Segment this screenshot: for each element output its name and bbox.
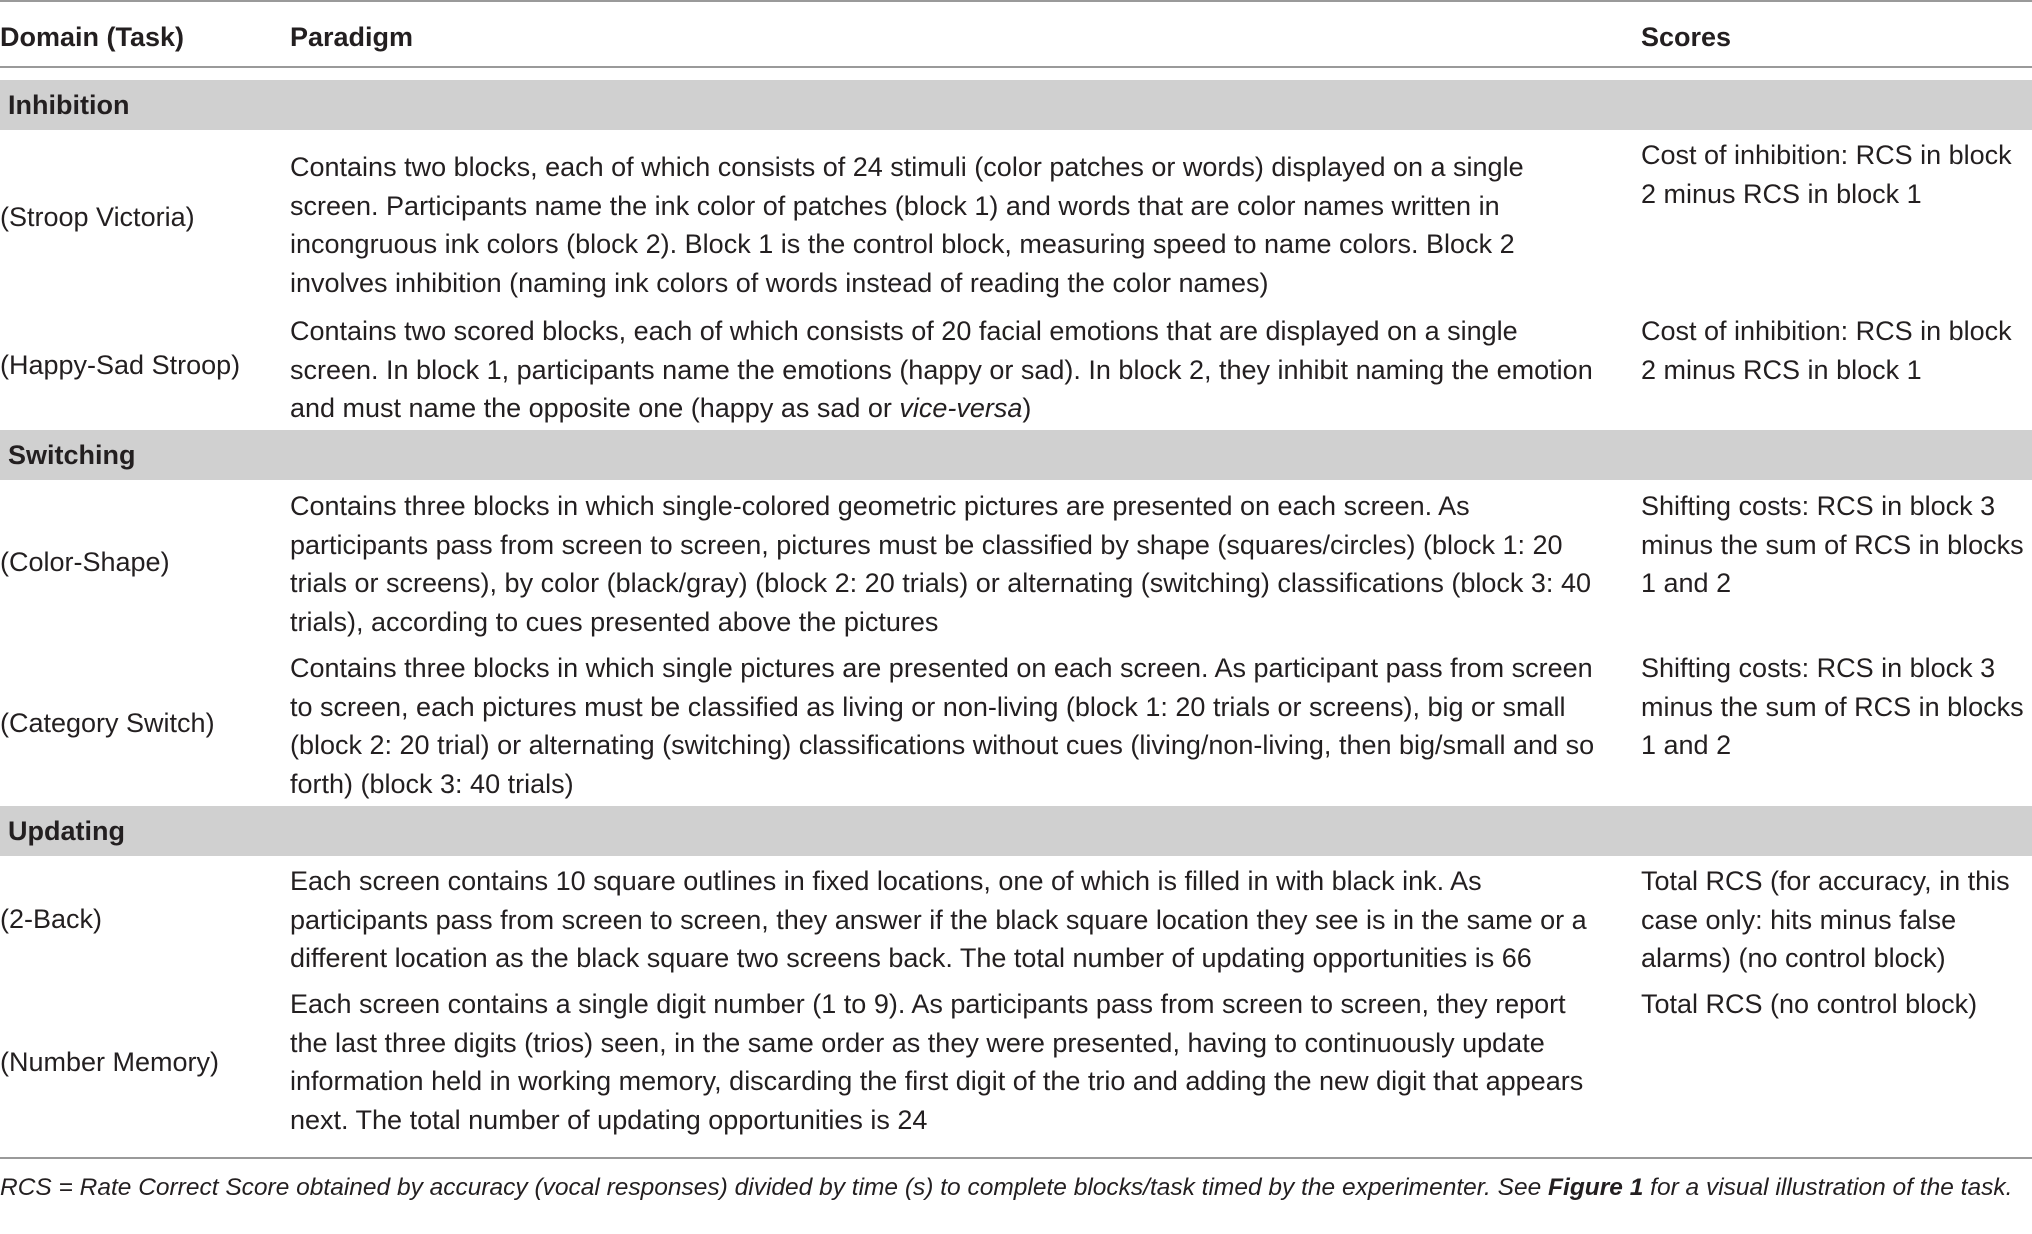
header-scores: Scores — [1641, 22, 1732, 52]
bottom-rule — [0, 1157, 2032, 1159]
section-title: Updating — [8, 816, 125, 846]
task-name: (Happy-Sad Stroop) — [0, 350, 241, 380]
task-name: (Number Memory) — [0, 1047, 220, 1077]
paradigm-text: Contains two blocks, each of which consists of 24 stimuli (color patches or words) displayed on a single screen. Participants name the ink color of patches (block 1) and words that are color names written in incongruous ink colors (block 2). Block 1 is the control block, measuring speed to name colors. Block 2 involves inhibition (naming ink colors of words instead of reading the color names) — [290, 152, 1524, 298]
footnote-text-end: for a visual illustration of the task. — [1643, 1174, 2013, 1201]
section-switching — [0, 430, 2032, 480]
scores-text: Shifting costs: RCS in block 3 minus the sum of RCS in blocks 1 and 2 — [1641, 491, 2024, 598]
paradigm-text: Contains three blocks in which single-colored geometric pictures are presented on each screen. As participants pass from screen to screen, pictures must be classified by shape (squares/circles) (block 1: 20 trials or screens), by color (black/gray) (block 2: 20 trials) or alternating (switching) classifications (block 3: 40 trials), according to cues presented above the pictures — [290, 491, 1591, 637]
table-row — [0, 480, 2032, 642]
paradigm-text-main: Contains two scored blocks, each of which consists of 20 facial emotions that are displayed on a single screen. In block 1, participants name the emotions (happy or sad). In block 2, they inhibit naming the emotion and must name the opposite one (happy as sad or — [290, 316, 1593, 423]
paradigm-text-emphasis: vice-versa — [899, 393, 1023, 423]
scores-text: Total RCS (no control block) — [1641, 989, 1978, 1019]
scores-text: Cost of inhibition: RCS in block 2 minus RCS in block 1 — [1641, 316, 2012, 385]
table-row — [0, 980, 2032, 1150]
scores-text: Shifting costs: RCS in block 3 minus the sum of RCS in blocks 1 and 2 — [1641, 653, 2024, 760]
table-row — [0, 130, 2032, 302]
section-title: Inhibition — [8, 90, 130, 120]
footnote-text: RCS = Rate Correct Score obtained by accuracy (vocal responses) divided by time (s) to complete blocks/task timed by the experimenter. See — [0, 1174, 1549, 1201]
paradigm-text: Contains three blocks in which single pictures are presented on each screen. As participant pass from screen to screen, each pictures must be classified as living or non-living (block 1: 20 trials or screens), big or small (block 2: 20 trial) or alternating (switching) classifications without cues (living/non-living, then big/small and so forth) (block 3: 40 trials) — [290, 653, 1595, 799]
figure-reference-link[interactable]: Figure 1 — [1548, 1174, 1644, 1201]
table-row — [0, 302, 2032, 424]
task-name: (Category Switch) — [0, 708, 215, 738]
paradigm-text-end: ) — [1022, 393, 1032, 423]
scores-text: Total RCS (for accuracy, in this case only: hits minus false alarms) (no control block) — [1641, 866, 2010, 973]
scores-text: Cost of inhibition: RCS in block 2 minus RCS in block 1 — [1641, 140, 2012, 209]
table-header — [0, 2, 2032, 68]
paradigm-text: Each screen contains a single digit number (1 to 9). As participants pass from screen to screen, they report the last three digits (trios) seen, in the same order as they were presented, having to continuously update information held in working memory, discarding the first digit of the trio and adding the new digit that appears next. The total number of updating opportunities is 24 — [290, 989, 1584, 1135]
section-title: Switching — [8, 440, 136, 470]
task-name: (2-Back) — [0, 904, 103, 934]
task-name: (Color-Shape) — [0, 547, 170, 577]
paradigm-text — [290, 312, 1610, 428]
table-row — [0, 642, 2032, 802]
table-row — [0, 856, 2032, 980]
header-paradigm: Paradigm — [290, 22, 414, 52]
header-domain: Domain (Task) — [0, 22, 185, 52]
table-footnote — [0, 1170, 2032, 1206]
section-updating — [0, 806, 2032, 856]
task-name: (Stroop Victoria) — [0, 202, 195, 232]
section-inhibition — [0, 80, 2032, 130]
paradigm-text: Each screen contains 10 square outlines in fixed locations, one of which is filled in with black ink. As participants pass from screen to screen, they answer if the black square location they see is in the same or a different location as the black square two screens back. The total number of updating opportunities is 66 — [290, 866, 1587, 973]
